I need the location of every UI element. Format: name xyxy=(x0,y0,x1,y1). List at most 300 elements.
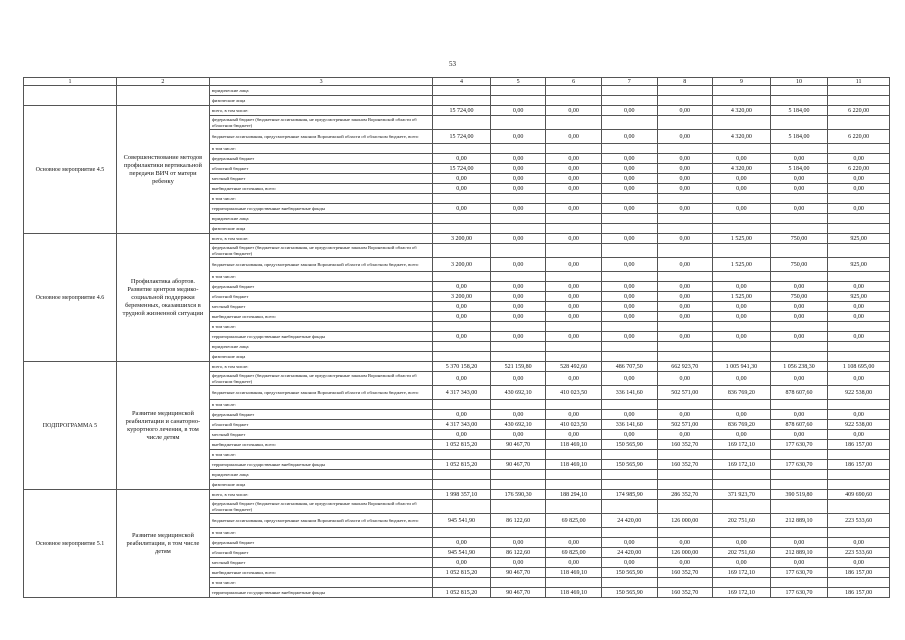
funding-source-cell: федеральный бюджет xyxy=(209,410,432,420)
amount-cell: 0,00 xyxy=(601,204,657,214)
amount-cell: 878 607,60 xyxy=(770,386,828,400)
amount-cell xyxy=(546,214,602,224)
amount-cell xyxy=(770,244,828,258)
amount-cell: 177 630,70 xyxy=(770,588,828,598)
column-header: 7 xyxy=(601,78,657,86)
amount-cell: 410 023,50 xyxy=(546,386,602,400)
amount-cell xyxy=(546,400,602,410)
amount-cell: 0,00 xyxy=(657,538,713,548)
funding-source-cell: в том числе: xyxy=(209,322,432,332)
amount-cell: 15 724,00 xyxy=(433,130,491,144)
amount-cell: 186 157,00 xyxy=(828,588,890,598)
amount-cell: 5 184,00 xyxy=(770,106,828,116)
amount-cell: 1 056 238,30 xyxy=(770,362,828,372)
amount-cell: 126 000,00 xyxy=(657,548,713,558)
amount-cell: 0,00 xyxy=(490,204,546,214)
amount-cell: 4 317 343,00 xyxy=(433,420,491,430)
amount-cell: 0,00 xyxy=(657,204,713,214)
amount-cell xyxy=(713,500,771,514)
amount-cell xyxy=(546,272,602,282)
amount-cell xyxy=(713,144,771,154)
amount-cell: 0,00 xyxy=(546,204,602,214)
funding-source-cell: в том числе: xyxy=(209,578,432,588)
amount-cell: 202 751,60 xyxy=(713,548,771,558)
funding-source-cell: всего, в том числе: xyxy=(209,362,432,372)
amount-cell: 0,00 xyxy=(546,558,602,568)
amount-cell xyxy=(770,528,828,538)
amount-cell: 0,00 xyxy=(546,538,602,548)
amount-cell: 0,00 xyxy=(546,106,602,116)
amount-cell: 150 565,90 xyxy=(601,568,657,578)
amount-cell: 0,00 xyxy=(828,312,890,322)
amount-cell xyxy=(713,272,771,282)
amount-cell: 0,00 xyxy=(770,184,828,194)
amount-cell xyxy=(657,470,713,480)
amount-cell xyxy=(546,500,602,514)
amount-cell xyxy=(713,244,771,258)
amount-cell: 90 467,70 xyxy=(490,568,546,578)
amount-cell: 1 525,00 xyxy=(713,258,771,272)
amount-cell: 1 052 815,20 xyxy=(433,588,491,598)
amount-cell: 0,00 xyxy=(657,130,713,144)
amount-cell xyxy=(490,500,546,514)
amount-cell xyxy=(770,500,828,514)
amount-cell xyxy=(828,400,890,410)
amount-cell: 15 724,00 xyxy=(433,106,491,116)
amount-cell: 69 825,00 xyxy=(546,514,602,528)
amount-cell xyxy=(828,322,890,332)
amount-cell: 750,00 xyxy=(770,292,828,302)
amount-cell xyxy=(433,322,491,332)
amount-cell: 24 420,00 xyxy=(601,548,657,558)
amount-cell: 0,00 xyxy=(546,430,602,440)
funding-source-cell: федеральный бюджет (бюджетные ассигнования, не предусмотренные законом Воронежской области об областном бюджете) xyxy=(209,116,432,130)
amount-cell xyxy=(490,352,546,362)
amount-cell xyxy=(601,480,657,490)
funding-source-cell: всего, в том числе: xyxy=(209,234,432,244)
funding-source-cell: физические лица xyxy=(209,352,432,362)
funding-source-cell: в том числе: xyxy=(209,400,432,410)
amount-cell: 160 352,70 xyxy=(657,460,713,470)
amount-cell xyxy=(713,342,771,352)
amount-cell xyxy=(657,96,713,106)
amount-cell xyxy=(546,480,602,490)
amount-cell xyxy=(546,244,602,258)
funding-source-cell: областной бюджет xyxy=(209,164,432,174)
amount-cell xyxy=(657,352,713,362)
amount-cell: 409 690,60 xyxy=(828,490,890,500)
amount-cell xyxy=(433,194,491,204)
amount-cell: 1 108 695,00 xyxy=(828,362,890,372)
amount-cell xyxy=(433,500,491,514)
funding-source-cell: юридические лица xyxy=(209,470,432,480)
amount-cell xyxy=(770,272,828,282)
amount-cell: 118 469,10 xyxy=(546,460,602,470)
amount-cell: 176 590,30 xyxy=(490,490,546,500)
amount-cell xyxy=(770,352,828,362)
amount-cell: 925,00 xyxy=(828,234,890,244)
amount-cell: 0,00 xyxy=(490,154,546,164)
amount-cell xyxy=(433,214,491,224)
amount-cell: 0,00 xyxy=(713,558,771,568)
amount-cell xyxy=(601,578,657,588)
amount-cell: 0,00 xyxy=(657,372,713,386)
amount-cell: 150 565,90 xyxy=(601,588,657,598)
amount-cell: 0,00 xyxy=(828,410,890,420)
amount-cell: 169 172,10 xyxy=(713,440,771,450)
amount-cell: 0,00 xyxy=(546,174,602,184)
funding-source-cell: территориальные государственные внебюджетные фонды xyxy=(209,460,432,470)
program-name-cell: Профилактика абортов. Развитие центров медико-социальной поддержки беременных, оказавшихся в трудной жизненной ситуации xyxy=(116,234,209,362)
amount-cell xyxy=(713,470,771,480)
amount-cell: 118 469,10 xyxy=(546,568,602,578)
amount-cell xyxy=(828,224,890,234)
amount-cell: 336 141,60 xyxy=(601,386,657,400)
amount-cell xyxy=(713,528,771,538)
amount-cell xyxy=(828,480,890,490)
amount-cell: 169 172,10 xyxy=(713,588,771,598)
amount-cell: 0,00 xyxy=(433,184,491,194)
funding-source-cell: всего, в том числе: xyxy=(209,106,432,116)
amount-cell xyxy=(601,322,657,332)
amount-cell: 0,00 xyxy=(601,130,657,144)
amount-cell: 160 352,70 xyxy=(657,588,713,598)
amount-cell xyxy=(770,194,828,204)
amount-cell: 0,00 xyxy=(770,430,828,440)
amount-cell: 212 889,10 xyxy=(770,548,828,558)
amount-cell: 0,00 xyxy=(490,174,546,184)
amount-cell xyxy=(433,342,491,352)
funding-source-cell: федеральный бюджет xyxy=(209,538,432,548)
amount-cell xyxy=(657,480,713,490)
amount-cell xyxy=(770,470,828,480)
amount-cell: 0,00 xyxy=(601,302,657,312)
amount-cell xyxy=(546,450,602,460)
amount-cell: 430 692,10 xyxy=(490,420,546,430)
amount-cell: 0,00 xyxy=(601,292,657,302)
header-row xyxy=(24,78,890,86)
amount-cell xyxy=(490,96,546,106)
amount-cell xyxy=(770,400,828,410)
amount-cell: 0,00 xyxy=(490,332,546,342)
funding-source-cell: местный бюджет xyxy=(209,174,432,184)
funding-source-cell: федеральный бюджет (бюджетные ассигнования, не предусмотренные законом Воронежской области об областном бюджете) xyxy=(209,500,432,514)
funding-source-cell: территориальные государственные внебюджетные фонды xyxy=(209,588,432,598)
table-row xyxy=(24,86,890,96)
amount-cell xyxy=(546,86,602,96)
table-row xyxy=(24,362,890,372)
amount-cell: 0,00 xyxy=(657,332,713,342)
amount-cell: 4 320,00 xyxy=(713,130,771,144)
program-name-cell: Совершенствование методов профилактики вертикальной передачи ВИЧ от матери ребенку xyxy=(116,106,209,234)
amount-cell: 186 157,00 xyxy=(828,568,890,578)
program-name-cell xyxy=(116,86,209,106)
funding-source-cell: бюджетные ассигнования, предусмотренные законом Воронежской области об областном бюджете, всего xyxy=(209,258,432,272)
column-header: 5 xyxy=(490,78,546,86)
amount-cell: 750,00 xyxy=(770,258,828,272)
amount-cell xyxy=(490,480,546,490)
amount-cell: 0,00 xyxy=(490,258,546,272)
amount-cell xyxy=(713,352,771,362)
amount-cell: 0,00 xyxy=(433,302,491,312)
amount-cell xyxy=(828,528,890,538)
amount-cell: 0,00 xyxy=(601,258,657,272)
column-header: 1 xyxy=(24,78,117,86)
amount-cell: 0,00 xyxy=(770,154,828,164)
amount-cell: 4 320,00 xyxy=(713,106,771,116)
amount-cell: 0,00 xyxy=(546,164,602,174)
amount-cell xyxy=(828,86,890,96)
amount-cell: 0,00 xyxy=(433,312,491,322)
page-number: 53 xyxy=(449,60,456,68)
amount-cell xyxy=(828,214,890,224)
funding-source-cell: областной бюджет xyxy=(209,548,432,558)
amount-cell: 0,00 xyxy=(433,154,491,164)
amount-cell: 0,00 xyxy=(770,558,828,568)
amount-cell: 0,00 xyxy=(601,174,657,184)
amount-cell: 90 467,70 xyxy=(490,588,546,598)
amount-cell: 1 525,00 xyxy=(713,234,771,244)
amount-cell: 4 317 343,00 xyxy=(433,386,491,400)
amount-cell: 0,00 xyxy=(657,164,713,174)
amount-cell: 0,00 xyxy=(657,258,713,272)
amount-cell: 0,00 xyxy=(433,538,491,548)
amount-cell xyxy=(601,450,657,460)
amount-cell xyxy=(601,500,657,514)
amount-cell: 69 825,00 xyxy=(546,548,602,558)
amount-cell: 0,00 xyxy=(433,204,491,214)
amount-cell: 0,00 xyxy=(601,184,657,194)
funding-source-cell: федеральный бюджет xyxy=(209,282,432,292)
amount-cell: 0,00 xyxy=(713,282,771,292)
amount-cell: 0,00 xyxy=(770,372,828,386)
amount-cell: 0,00 xyxy=(713,154,771,164)
amount-cell: 0,00 xyxy=(601,332,657,342)
funding-source-cell: федеральный бюджет (бюджетные ассигнования, не предусмотренные законом Воронежской области об областном бюджете) xyxy=(209,244,432,258)
event-cell xyxy=(24,86,117,106)
event-cell: Основное мероприятие 5.1 xyxy=(24,490,117,598)
amount-cell xyxy=(546,578,602,588)
amount-cell: 0,00 xyxy=(713,332,771,342)
amount-cell: 24 420,00 xyxy=(601,514,657,528)
amount-cell xyxy=(657,144,713,154)
amount-cell: 390 519,80 xyxy=(770,490,828,500)
amount-cell xyxy=(657,450,713,460)
amount-cell: 0,00 xyxy=(657,410,713,420)
amount-cell xyxy=(657,86,713,96)
amount-cell xyxy=(601,96,657,106)
amount-cell: 90 467,70 xyxy=(490,440,546,450)
amount-cell: 0,00 xyxy=(828,184,890,194)
amount-cell xyxy=(828,500,890,514)
amount-cell: 0,00 xyxy=(433,282,491,292)
amount-cell xyxy=(770,116,828,130)
amount-cell xyxy=(490,528,546,538)
amount-cell xyxy=(828,96,890,106)
amount-cell xyxy=(828,352,890,362)
amount-cell xyxy=(657,528,713,538)
amount-cell xyxy=(601,194,657,204)
amount-cell xyxy=(546,96,602,106)
amount-cell xyxy=(546,342,602,352)
amount-cell xyxy=(433,528,491,538)
amount-cell: 0,00 xyxy=(490,302,546,312)
amount-cell: 0,00 xyxy=(601,312,657,322)
amount-cell xyxy=(490,272,546,282)
amount-cell xyxy=(770,578,828,588)
table-row xyxy=(24,234,890,244)
amount-cell: 0,00 xyxy=(828,372,890,386)
amount-cell: 118 469,10 xyxy=(546,588,602,598)
funding-source-cell: в том числе: xyxy=(209,450,432,460)
amount-cell: 177 630,70 xyxy=(770,440,828,450)
amount-cell: 0,00 xyxy=(657,174,713,184)
amount-cell xyxy=(657,500,713,514)
event-cell: Основное мероприятие 4.5 xyxy=(24,106,117,234)
amount-cell xyxy=(433,144,491,154)
column-header: 6 xyxy=(546,78,602,86)
amount-cell: 0,00 xyxy=(770,302,828,312)
amount-cell: 922 538,00 xyxy=(828,420,890,430)
funding-source-cell: местный бюджет xyxy=(209,302,432,312)
amount-cell: 177 630,70 xyxy=(770,568,828,578)
amount-cell xyxy=(657,400,713,410)
funding-source-cell: внебюджетные источники, всего xyxy=(209,312,432,322)
amount-cell xyxy=(601,470,657,480)
amount-cell xyxy=(546,322,602,332)
column-header: 2 xyxy=(116,78,209,86)
amount-cell: 0,00 xyxy=(546,332,602,342)
amount-cell xyxy=(770,214,828,224)
funding-source-cell: местный бюджет xyxy=(209,558,432,568)
amount-cell xyxy=(770,480,828,490)
amount-cell: 0,00 xyxy=(828,302,890,312)
amount-cell: 6 220,00 xyxy=(828,130,890,144)
amount-cell: 160 352,70 xyxy=(657,440,713,450)
amount-cell: 0,00 xyxy=(713,174,771,184)
amount-cell: 0,00 xyxy=(490,410,546,420)
amount-cell: 0,00 xyxy=(713,204,771,214)
amount-cell: 1 005 941,30 xyxy=(713,362,771,372)
amount-cell xyxy=(601,144,657,154)
amount-cell xyxy=(433,352,491,362)
funding-source-cell: внебюджетные источники, всего xyxy=(209,184,432,194)
column-header: 8 xyxy=(657,78,713,86)
amount-cell xyxy=(601,86,657,96)
amount-cell xyxy=(657,342,713,352)
amount-cell xyxy=(713,480,771,490)
amount-cell: 430 692,10 xyxy=(490,386,546,400)
amount-cell: 0,00 xyxy=(713,430,771,440)
amount-cell xyxy=(433,116,491,130)
program-name-cell: Развитие медицинской реабилитации и санаторно-курортного лечения, в том числе детям xyxy=(116,362,209,490)
amount-cell xyxy=(490,244,546,258)
amount-cell xyxy=(433,578,491,588)
amount-cell: 521 159,80 xyxy=(490,362,546,372)
amount-cell: 0,00 xyxy=(713,410,771,420)
funding-source-cell: физические лица xyxy=(209,480,432,490)
amount-cell xyxy=(433,470,491,480)
amount-cell xyxy=(490,144,546,154)
amount-cell: 1 525,00 xyxy=(713,292,771,302)
funding-source-cell: в том числе: xyxy=(209,194,432,204)
amount-cell: 528 492,60 xyxy=(546,362,602,372)
amount-cell: 0,00 xyxy=(546,184,602,194)
amount-cell: 0,00 xyxy=(601,282,657,292)
amount-cell xyxy=(601,116,657,130)
amount-cell: 0,00 xyxy=(546,292,602,302)
amount-cell xyxy=(433,400,491,410)
amount-cell: 177 630,70 xyxy=(770,460,828,470)
amount-cell xyxy=(601,224,657,234)
funding-source-cell: бюджетные ассигнования, предусмотренные законом Воронежской области об областном бюджете, всего xyxy=(209,130,432,144)
amount-cell xyxy=(490,214,546,224)
amount-cell: 0,00 xyxy=(546,130,602,144)
column-header: 3 xyxy=(209,78,432,86)
amount-cell: 662 923,70 xyxy=(657,362,713,372)
amount-cell: 4 320,00 xyxy=(713,164,771,174)
table-row xyxy=(24,490,890,500)
amount-cell: 410 023,50 xyxy=(546,420,602,430)
amount-cell xyxy=(601,272,657,282)
amount-cell xyxy=(657,194,713,204)
amount-cell: 0,00 xyxy=(770,538,828,548)
amount-cell xyxy=(828,244,890,258)
amount-cell: 945 541,90 xyxy=(433,548,491,558)
amount-cell: 0,00 xyxy=(601,410,657,420)
amount-cell: 502 571,00 xyxy=(657,386,713,400)
amount-cell xyxy=(713,450,771,460)
table-row xyxy=(24,106,890,116)
funding-source-cell: бюджетные ассигнования, предусмотренные законом Воронежской области об областном бюджете, всего xyxy=(209,514,432,528)
amount-cell: 0,00 xyxy=(546,410,602,420)
amount-cell: 169 172,10 xyxy=(713,568,771,578)
event-cell: Основное мероприятие 4.6 xyxy=(24,234,117,362)
amount-cell: 0,00 xyxy=(433,332,491,342)
amount-cell: 118 469,10 xyxy=(546,440,602,450)
amount-cell: 6 220,00 xyxy=(828,164,890,174)
amount-cell: 0,00 xyxy=(770,174,828,184)
amount-cell: 0,00 xyxy=(601,372,657,386)
amount-cell xyxy=(546,470,602,480)
column-header: 9 xyxy=(713,78,771,86)
amount-cell: 750,00 xyxy=(770,234,828,244)
amount-cell: 0,00 xyxy=(657,312,713,322)
amount-cell: 0,00 xyxy=(828,204,890,214)
amount-cell: 86 122,60 xyxy=(490,514,546,528)
funding-source-cell: внебюджетные источники, всего xyxy=(209,440,432,450)
amount-cell: 925,00 xyxy=(828,258,890,272)
amount-cell: 0,00 xyxy=(828,332,890,342)
funding-source-cell: территориальные государственные внебюджетные фонды xyxy=(209,204,432,214)
amount-cell xyxy=(433,96,491,106)
funding-source-cell: областной бюджет xyxy=(209,420,432,430)
amount-cell xyxy=(770,342,828,352)
amount-cell xyxy=(713,224,771,234)
program-name-cell: Развитие медицинской реабилитации, в том числе детям xyxy=(116,490,209,598)
amount-cell xyxy=(433,224,491,234)
amount-cell xyxy=(657,224,713,234)
amount-cell xyxy=(828,272,890,282)
amount-cell: 150 565,90 xyxy=(601,460,657,470)
amount-cell: 212 889,10 xyxy=(770,514,828,528)
amount-cell: 0,00 xyxy=(601,106,657,116)
amount-cell: 223 533,60 xyxy=(828,548,890,558)
amount-cell xyxy=(657,214,713,224)
amount-cell xyxy=(657,116,713,130)
amount-cell xyxy=(546,194,602,204)
amount-cell: 878 607,60 xyxy=(770,420,828,430)
